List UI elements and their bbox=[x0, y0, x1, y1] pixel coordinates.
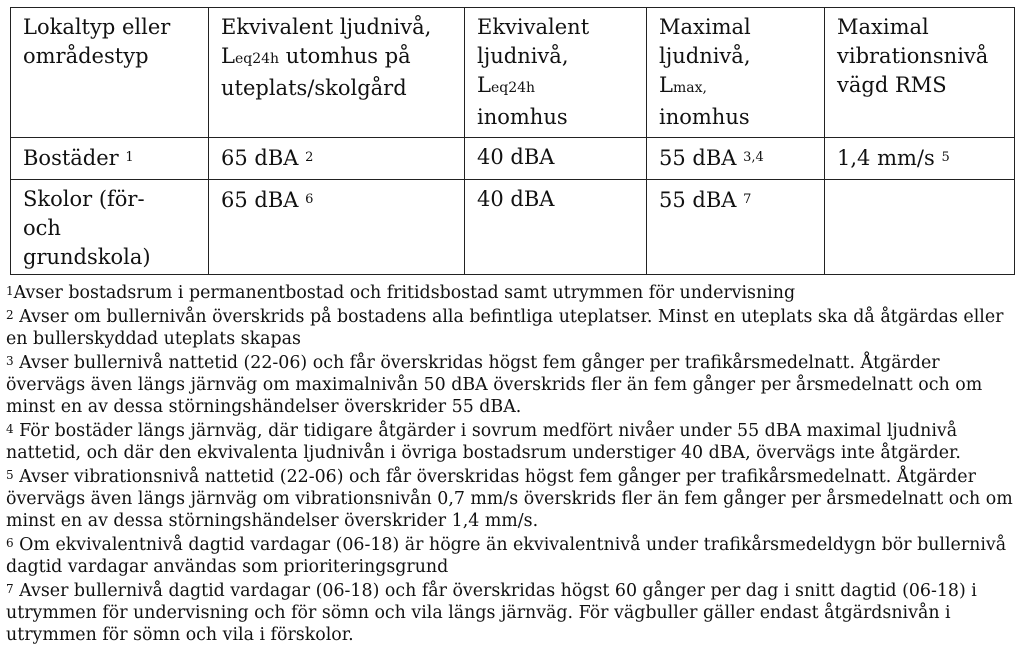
cell-ekvivalent-utomhus: 65 dBA $^2$ bbox=[209, 138, 465, 180]
footnote: 4 För bostäder längs järnväg, där tidigare åtgärder i sovrum medfört nivåer under 55 dBA maximal ljudnivå nattetid, och där den ekvivalenta ljudnivån i övriga bostadsrum understiger 40 dBA, övervägs inte åtgärder. bbox=[6, 421, 961, 463]
header-ekvivalent-utomhus: Ekvivalent ljudnivå, Leq24h utomhus på uteplats/skolgård bbox=[209, 8, 465, 138]
footnote: 6 Om ekvivalentnivå dagtid vardagar (06-18) är högre än ekvivalentnivå under trafikårsmedeldygn bör bullernivå dagtid vardagar användas som prioriteringsgrund bbox=[6, 535, 1007, 577]
cell-ekvivalent-utomhus: 65 dBA $^6$ bbox=[209, 180, 465, 275]
header-maximal-ljudniva: Maximal ljudnivå, Lmax, inomhus bbox=[647, 8, 825, 138]
footnotes bbox=[6, 280, 1018, 646]
footnote: 2 Avser om bullernivån överskrids på bostadens alla befintliga uteplatser. Minst en uteplats ska då åtgärdas eller en bullerskyddad uteplats skapas bbox=[6, 307, 1004, 349]
noise-limits-table bbox=[10, 7, 1015, 275]
footnote: 1Avser bostadsrum i permanentbostad och fritidsbostad samt utrymmen för undervisning bbox=[6, 283, 796, 303]
header-ekvivalent-inomhus: Ekvivalent ljudnivå, Leq24h inomhus bbox=[465, 8, 647, 138]
cell-ekvivalent-inomhus: 40 dBA bbox=[465, 180, 647, 275]
footnote: 7 Avser bullernivå dagtid vardagar (06-18) och får överskridas högst 60 gånger per dag i snitt dagtid (06-18) i utrymmen för undervisning och för sömn och vila längs järnväg. För vägbuller gäller endast åtgärdsnivån i utrymmen för sömn och vila i förskolor. bbox=[6, 581, 977, 645]
cell-maximal-ljudniva: 55 dBA $^7$ bbox=[647, 180, 825, 275]
cell-vibrationsniva: 1,4 mm/s $^5$ bbox=[825, 138, 1015, 180]
table-row-bostader bbox=[11, 138, 1015, 180]
footnote: 5 Avser vibrationsnivå nattetid (22-06) och får överskridas högst fem gånger per trafikårsmedelnatt. Åtgärder övervägs även längs järnväg om vibrationsnivån 0,7 mm/s överskrids fler än fem gånger per årsmedelnatt och om minst en av dessa störningshändelser överskrider 1,4 mm/s. bbox=[6, 467, 1013, 531]
table-header-row bbox=[11, 8, 1015, 138]
footnote: 3 Avser bullernivå nattetid (22-06) och får överskridas högst fem gånger per trafikårsmedelnatt. Åtgärder övervägs även längs järnväg om maximalnivån 50 dBA överskrids fler än fem gånger per årsmedelnatt och om minst en av dessa störningshändelser överskrider 55 dBA. bbox=[6, 353, 983, 417]
header-lokaltyp: Lokaltyp eller områdestyp bbox=[11, 8, 209, 138]
cell-vibrationsniva bbox=[825, 180, 1015, 275]
cell-lokaltyp: Skolor (för- och grundskola) bbox=[11, 180, 209, 275]
cell-lokaltyp: Bostäder $^1$ bbox=[11, 138, 209, 180]
header-maximal-vibrationsniva: Maximal vibrationsnivå vägd RMS bbox=[825, 8, 1015, 138]
cell-maximal-ljudniva: 55 dBA $^{3,4}$ bbox=[647, 138, 825, 180]
cell-ekvivalent-inomhus: 40 dBA bbox=[465, 138, 647, 180]
table-row-skolor bbox=[11, 180, 1015, 275]
